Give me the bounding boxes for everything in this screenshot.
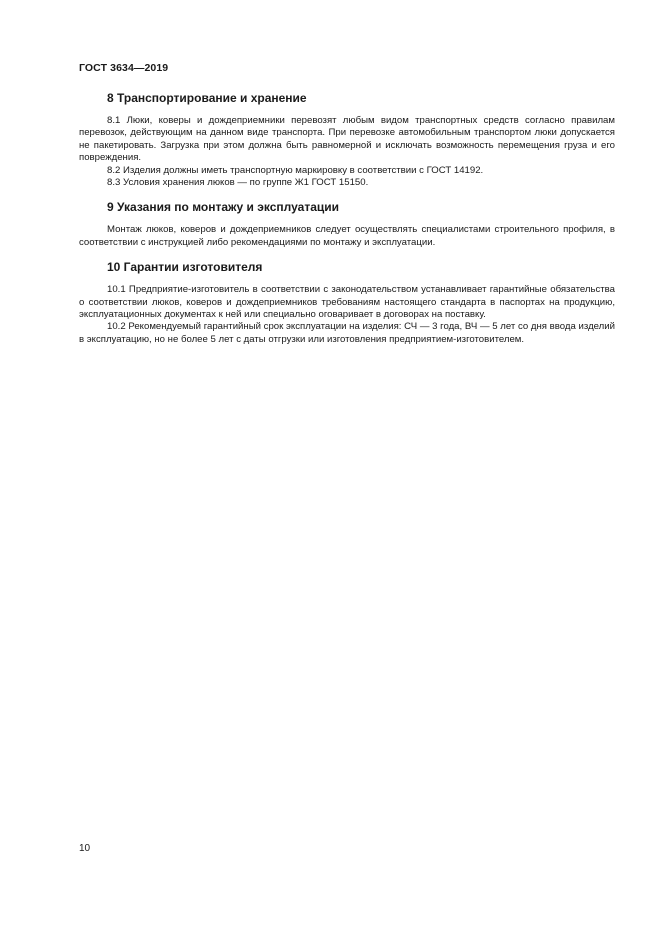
document-header: ГОСТ 3634—2019 (79, 62, 169, 74)
section-warranty (79, 259, 615, 346)
section-title: 10 Гарантии изготовителя (107, 260, 263, 275)
section-transport-storage (79, 90, 615, 189)
section-title: 9 Указания по монтажу и эксплуатации (107, 200, 340, 215)
document-body (79, 90, 615, 356)
paragraph-8-3: 8.3 Условия хранения люков — по группе Ж1 ГОСТ 15150. (107, 177, 369, 189)
paragraph-10-2: 10.2 Рекомендуемый гарантийный срок эксплуатации на изделия: СЧ — 3 года, ВЧ — 5 лет со дня ввода изделий в эксплуатацию, но не более 5 лет с даты отгрузки или изготовления предприятием-изготовителем. (79, 321, 615, 345)
paragraph-8-2: 8.2 Изделия должны иметь транспортную маркировку в соответствии с ГОСТ 14192. (107, 164, 484, 176)
page-number: 10 (79, 843, 91, 854)
paragraph-10-1: 10.1 Предприятие-изготовитель в соответствии с законодательством устанавливает гарантийные обязательства о соответствии люков, коверов и дождеприемников требованиям настоящего стандарта в паспортах на продукцию, эксплуатационных документах к ней или специально оговаривает в договорах на поставку. (79, 284, 615, 321)
section-title: 8 Транспортирование и хранение (107, 91, 307, 105)
section-installation (79, 199, 615, 249)
paragraph-8-1: 8.1 Люки, коверы и дождеприемники перевозят любым видом транспортных средств согласно правилам перевозок, действующим на данном виде транспорта. При перевозке автомобильным транспортом люки допускается не пакетировать. Загрузка при этом должна быть равномерной и исключать возможность перемещения груза и его повреждения. (79, 115, 615, 164)
paragraph-9: Монтаж люков, коверов и дождеприемников следует осуществлять специалистами строительного профиля, в соответствии с инструкцией либо рекомендациями по монтажу и эксплуатации. (79, 224, 615, 248)
